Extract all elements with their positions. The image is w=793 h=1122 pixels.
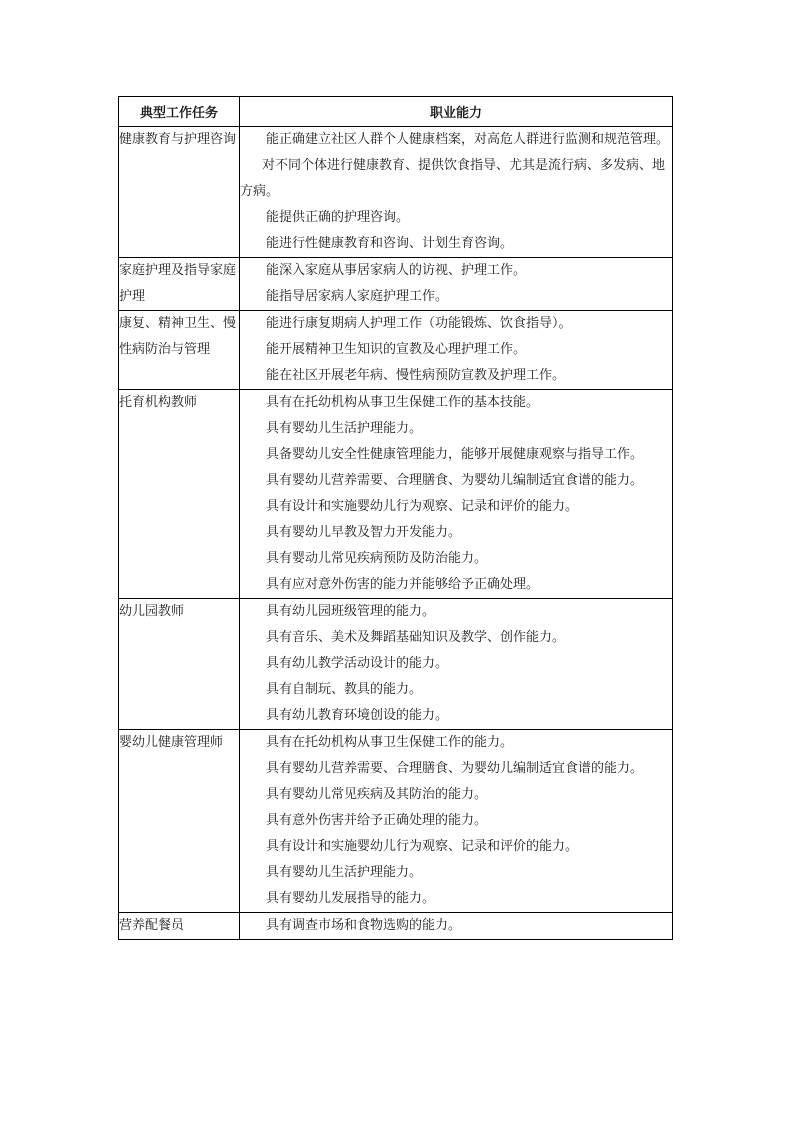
- ability-item: 具有婴幼儿早教及智力开发能力。: [266, 525, 462, 540]
- ability-item: 能进行康复期病人护理工作（功能锻炼、饮食指导）。: [266, 316, 572, 331]
- ability-item: 能进行性健康教育和咨询、计划生育咨询。: [266, 236, 514, 251]
- abilities-cell: [240, 730, 673, 913]
- ability-item: 具有婴幼儿营养需要、合理膳食、为婴幼儿编制适宜食谱的能力。: [266, 473, 644, 488]
- header-professional-ability: 职业能力: [240, 97, 673, 127]
- ability-item: 具有幼儿教育环境创设的能力。: [266, 708, 449, 723]
- ability-item: 能深入家庭从事居家病人的访视、护理工作。: [266, 263, 527, 278]
- ability-item: 具有设计和实施婴幼儿行为观察、记录和评价的能力。: [266, 499, 579, 514]
- ability-item: 具有婴幼儿营养需要、合理膳食、为婴幼儿编制适宜食谱的能力。: [266, 761, 644, 776]
- ability-item: 具有幼儿园班级管理的能力。: [266, 604, 436, 619]
- ability-item: 能提供正确的护理咨询。: [266, 210, 410, 225]
- abilities-cell: [240, 127, 673, 258]
- ability-item: 具有婴幼儿发展指导的能力。: [266, 891, 436, 906]
- abilities-cell: [240, 913, 673, 940]
- task-cell: 康复、精神卫生、慢性病防治与管理: [119, 311, 240, 390]
- ability-item: 具有音乐、美术及舞蹈基础知识及教学、创作能力。: [266, 630, 566, 645]
- table-row: [119, 599, 673, 730]
- ability-item: 具有婴幼儿常见疾病及其防治的能力。: [266, 787, 488, 802]
- table-row: [119, 390, 673, 599]
- ability-item: 具有意外伤害并给予正确处理的能力。: [266, 813, 488, 828]
- table-row: [119, 730, 673, 913]
- ability-item: 具有婴动儿常见疾病预防及防治能力。: [266, 551, 488, 566]
- task-cell: 营养配餐员: [119, 913, 240, 940]
- task-cell: 婴幼儿健康管理师: [119, 730, 240, 913]
- ability-item: 能开展精神卫生知识的宣教及心理护理工作。: [266, 342, 527, 357]
- ability-item: 能指导居家病人家庭护理工作。: [266, 289, 449, 304]
- abilities-cell: [240, 390, 673, 599]
- ability-item: 具有在托幼机构从事卫生保健工作的基本技能。: [266, 395, 540, 410]
- ability-item: 能在社区开展老年病、慢性病预防宣教及护理工作。: [266, 368, 566, 383]
- ability-item: 具有应对意外伤害的能力并能够给予正确处理。: [266, 577, 540, 592]
- table-header-row: [119, 97, 673, 127]
- ability-item: 能正确建立社区人群个人健康档案，对高危人群进行监测和规范管理。: [266, 132, 670, 147]
- task-cell: 幼儿园教师: [119, 599, 240, 730]
- ability-item: 具有设计和实施婴幼儿行为观察、记录和评价的能力。: [266, 839, 579, 854]
- table-row: [119, 913, 673, 940]
- ability-item: 具有调查市场和食物选购的能力。: [266, 918, 462, 933]
- table-row: [119, 258, 673, 311]
- task-cell: 健康教育与护理咨询: [119, 127, 240, 258]
- ability-item: 对不同个体进行健康教育、提供饮食指导、尤其是流行病、多发病、地方病。: [240, 158, 666, 199]
- abilities-cell: [240, 599, 673, 730]
- ability-item: 具有婴幼儿生活护理能力。: [266, 421, 423, 436]
- ability-item: 具备婴幼儿安全性健康管理能力，能够开展健康观察与指导工作。: [266, 447, 644, 462]
- table-row: [119, 311, 673, 390]
- abilities-cell: [240, 258, 673, 311]
- abilities-cell: [240, 311, 673, 390]
- ability-item: 具有婴幼儿生活护理能力。: [266, 865, 423, 880]
- task-cell: 托育机构教师: [119, 390, 240, 599]
- ability-item: 具有在托幼机构从事卫生保健工作的能力。: [266, 735, 514, 750]
- competency-table: [118, 96, 673, 940]
- task-cell: 家庭护理及指导家庭护理: [119, 258, 240, 311]
- ability-item: 具有自制玩、教具的能力。: [266, 682, 423, 697]
- header-typical-task: 典型工作任务: [119, 97, 240, 127]
- ability-item: 具有幼儿教学活动设计的能力。: [266, 656, 449, 671]
- table-row: [119, 127, 673, 258]
